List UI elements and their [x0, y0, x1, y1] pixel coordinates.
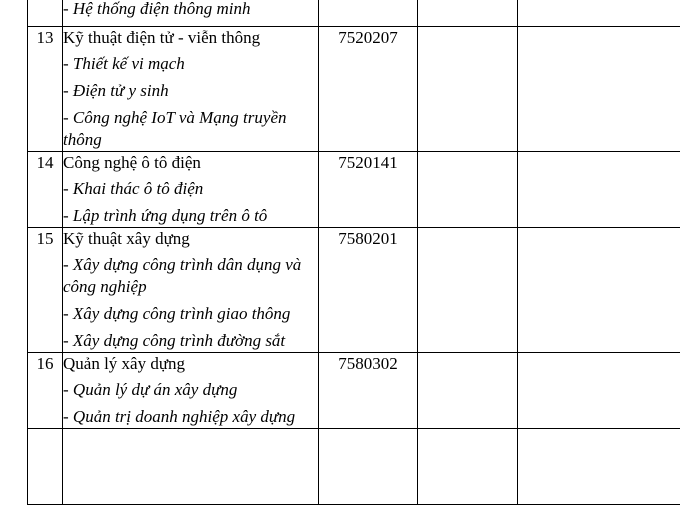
row-number-cell: 13 — [28, 27, 63, 152]
row-extra-cell — [418, 429, 518, 505]
row-code-cell — [319, 429, 418, 505]
table-row — [28, 353, 680, 429]
row-content-cell — [63, 27, 319, 152]
table-row — [28, 27, 680, 152]
specialization-item: - Xây dựng công trình giao thông — [63, 303, 318, 325]
row-number-cell: 14 — [28, 152, 63, 228]
row-number-cell — [28, 429, 63, 505]
row-content-cell — [63, 0, 319, 27]
major-title: Quản lý xây dựng — [63, 353, 318, 375]
table-row — [28, 152, 680, 228]
row-extra-cell — [418, 0, 518, 27]
row-number-cell: 15 — [28, 228, 63, 353]
row-content-cell — [63, 429, 319, 505]
row-extra2-cell — [518, 152, 680, 228]
row-extra2-cell — [518, 228, 680, 353]
row-extra2-cell — [518, 27, 680, 152]
row-extra-cell — [418, 228, 518, 353]
major-title: Công nghệ ô tô điện — [63, 152, 318, 174]
row-number-cell: 16 — [28, 353, 63, 429]
table-row — [28, 0, 680, 27]
specialization-item: - Quản trị doanh nghiệp xây dựng — [63, 406, 318, 428]
specialization-item: - Công nghệ IoT và Mạng truyền thông — [63, 107, 318, 151]
row-code-cell: 7520141 — [319, 152, 418, 228]
specialization-item: - Hệ thống điện thông minh — [63, 0, 318, 20]
major-title: Kỹ thuật điện tử - viễn thông — [63, 27, 318, 49]
specialization-item: - Thiết kế vi mạch — [63, 53, 318, 75]
specialization-item: - Xây dựng công trình dân dụng và công nghiệp — [63, 254, 318, 298]
row-extra-cell — [418, 353, 518, 429]
row-code-cell — [319, 0, 418, 27]
specialization-item: - Xây dựng công trình đường sắt — [63, 330, 318, 352]
specialization-item — [63, 482, 318, 504]
specialization-item: - Quản lý dự án xây dựng — [63, 379, 318, 401]
table-row — [28, 228, 680, 353]
specialization-item: - Khai thác ô tô điện — [63, 178, 318, 200]
row-extra-cell — [418, 152, 518, 228]
row-extra2-cell — [518, 353, 680, 429]
row-content-cell — [63, 353, 319, 429]
row-extra-cell — [418, 27, 518, 152]
majors-table — [27, 0, 680, 505]
row-content-cell — [63, 228, 319, 353]
specialization-item: - Lập trình ứng dụng trên ô tô — [63, 205, 318, 227]
row-code-cell: 7520207 — [319, 27, 418, 152]
row-code-cell: 7580201 — [319, 228, 418, 353]
specialization-item: - Điện tử y sinh — [63, 80, 318, 102]
row-content-cell — [63, 152, 319, 228]
row-extra2-cell — [518, 0, 680, 27]
major-title — [63, 429, 318, 451]
major-title: Kỹ thuật xây dựng — [63, 228, 318, 250]
row-code-cell: 7580302 — [319, 353, 418, 429]
row-extra2-cell — [518, 429, 680, 505]
specialization-item — [63, 455, 318, 477]
row-number-cell — [28, 0, 63, 27]
table-row — [28, 429, 680, 505]
